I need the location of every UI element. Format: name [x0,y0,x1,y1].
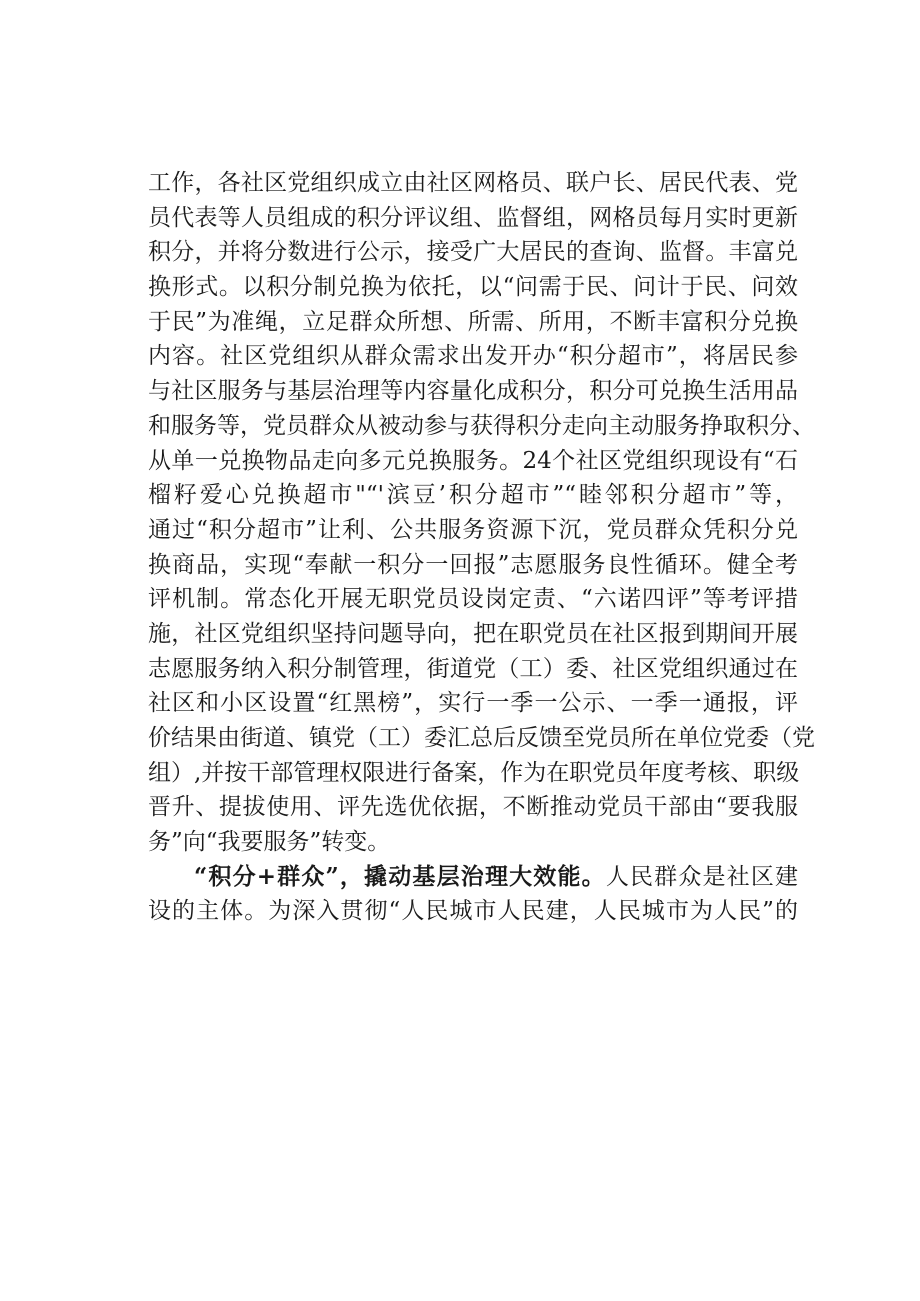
text-line: 社区和小区设置“红黑榜”，实行一季一公示、一季一通报，评 [148,690,798,717]
text-line: 内容。社区党组织从群众需求出发开办“积分超市”，将居民参 [148,343,798,370]
text-line: 和服务等，党员群众从被动参与获得积分走向主动服务挣取积分、 [148,412,815,439]
text-line: 组）,并按干部管理权限进行备案，作为在职党员年度考核、职级 [148,759,800,786]
text-line: 评机制。常态化开展无职党员设岗定责、“六诺四评”等考评措 [148,586,798,613]
text-line: 通过“积分超市”让利、公共服务资源下沉，党员群众凭积分兑 [148,516,798,543]
text-line: 设的主体。为深入贯彻“人民城市人民建，人民城市为人民”的 [148,898,798,925]
text-line: 换商品，实现“奉献一积分一回报”志愿服务良性循环。健全考 [148,551,798,578]
text-line: 务”向“我要服务”转变。 [148,829,391,856]
text-line: 从单一兑换物品走向多元兑换服务。24个社区党组织现设有“石 [148,447,798,474]
text-line: 工作，各社区党组织成立由社区网格员、联户长、居民代表、党 [148,170,798,196]
text-line: 积分，并将分数进行公示，接受广大居民的查询、监督。丰富兑 [148,239,798,266]
text-line: 志愿服务纳入积分制管理，街道党（工）委、社区党组织通过在 [148,655,798,682]
text-line: 施，社区党组织坚持问题导向，把在职党员在社区报到期间开展 [148,620,798,647]
text-line: 晋升、提拔使用、评先选优依据，不断推动党员干部由“要我服 [148,794,798,821]
section-heading: “积分+群众”，撬动基层治理大效能。 [194,862,606,890]
text-run: 人民群众是社区建 [605,863,799,890]
paragraph-2-first-line [148,860,798,895]
text-line: 换形式。以积分制兑换为依托，以“问需于民、问计于民、问效 [148,274,798,301]
body-text [148,166,815,929]
text-line: 榴籽爱心兑换超市"“'滨豆’积分超市”“睦邻积分超市”等， [148,482,798,509]
text-line: 价结果由街道、镇党（工）委汇总后反馈至党员所在单位党委（党 [148,725,815,751]
text-line: 与社区服务与基层治理等内容量化成积分，积分可兑换生活用品 [148,378,798,405]
text-line: 员代表等人员组成的积分评议组、监督组，网格员每月实时更新 [148,204,798,231]
text-line: 于民”为准绳，立足群众所想、所需、所用，不断丰富积分兑换 [148,308,798,335]
